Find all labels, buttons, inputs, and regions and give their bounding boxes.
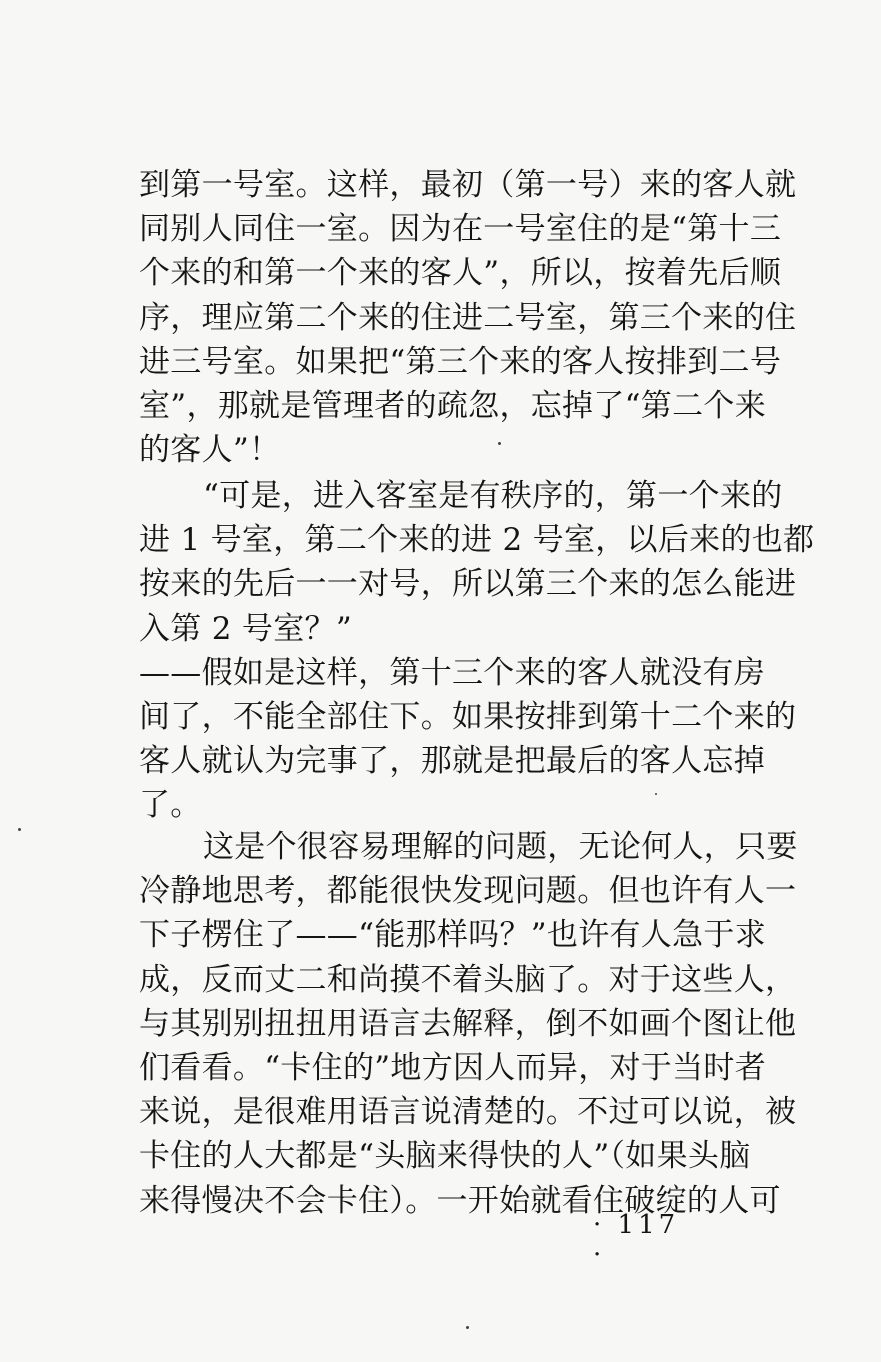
scan-speck bbox=[18, 828, 21, 831]
text-line: 们看看。“卡住的”地方因人而异，对于当时者 bbox=[139, 1049, 766, 1086]
text-line: ——假如是这样，第十三个来的客人就没有房 bbox=[139, 654, 765, 691]
text-line: 卡住的人大都是“头脑来得快的人”（如果头脑 bbox=[139, 1138, 751, 1175]
text-line: 客人就认为完事了，那就是把最后的客人忘掉 bbox=[139, 743, 765, 780]
text-line: 室”，那就是管理者的疏忽，忘掉了“第二个来 bbox=[139, 387, 766, 424]
text-line: 来说，是很难用语言说清楚的。不过可以说，被 bbox=[139, 1094, 797, 1131]
text-line: 了。 bbox=[139, 787, 202, 824]
text-line: 入第 2 号室？” bbox=[139, 610, 352, 647]
text-line: “可是，进入客室是有秩序的，第一个来的 bbox=[203, 478, 783, 514]
text-line: 按来的先后一一对号，所以第三个来的怎么能进 bbox=[139, 566, 797, 603]
text-line: 成，反而丈二和尚摸不着头脑了。对于这些人， bbox=[139, 961, 797, 998]
text-line: 冷静地思考，都能很快发现问题。但也许有人一 bbox=[139, 873, 797, 910]
text-line: 间了，不能全部住下。如果按排到第十二个来的 bbox=[139, 698, 797, 735]
text-line: 个来的和第一个来的客人”，所以，按着先后顺 bbox=[139, 255, 782, 292]
text-line: 这是个很容易理解的问题，无论何人，只要 bbox=[203, 829, 798, 865]
paragraph-1 bbox=[139, 163, 796, 472]
text-line: 进三号室。如果把“第三个来的客人按排到二号 bbox=[139, 343, 782, 380]
text-line: 进 1 号室，第二个来的进 2 号室，以后来的也都 bbox=[139, 522, 815, 559]
text-line: 来得慢决不会卡住）。一开始就看住破绽的人可 bbox=[139, 1182, 781, 1219]
text-line: 同别人同住一室。因为在一号室住的是“第十三 bbox=[139, 211, 782, 248]
text-line: 下子楞住了——“能那样吗？”也许有人急于求 bbox=[139, 917, 766, 954]
scan-speck bbox=[655, 793, 657, 795]
paragraph-2 bbox=[139, 474, 814, 828]
scan-speck bbox=[498, 442, 501, 445]
paragraph-3 bbox=[139, 825, 798, 1223]
page-number: · 117 · bbox=[593, 1210, 680, 1270]
text-line: 的客人”！ bbox=[139, 432, 281, 469]
text-line: 与其别别扭扭用语言去解释，倒不如画个图让他 bbox=[139, 1005, 797, 1042]
text-line: 到第一号室。这样，最初（第一号）来的客人就 bbox=[139, 167, 797, 203]
text-line: 序，理应第二个来的住进二号室，第三个来的住 bbox=[139, 299, 797, 336]
scan-speck bbox=[466, 1326, 469, 1329]
